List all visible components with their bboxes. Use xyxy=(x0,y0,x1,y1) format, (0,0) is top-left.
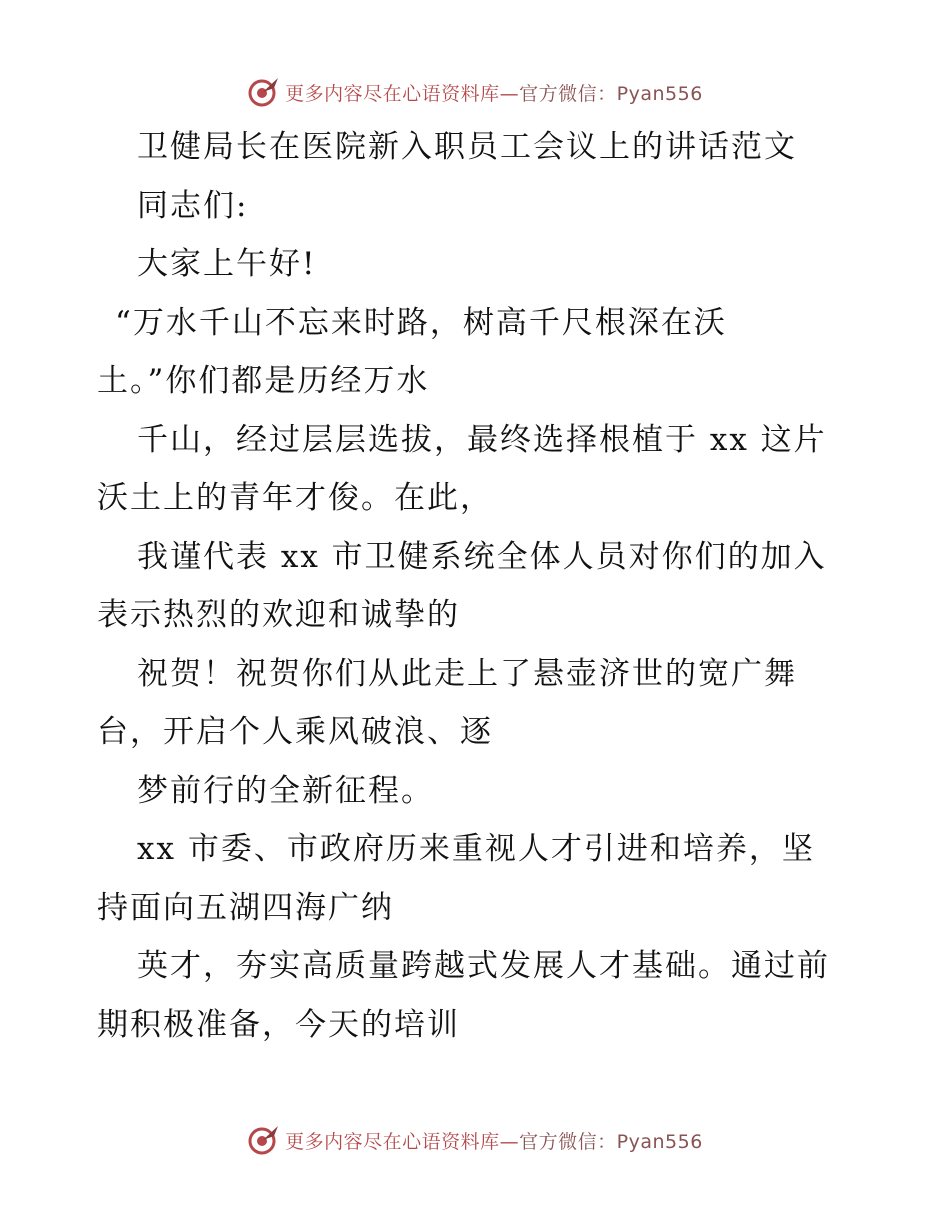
watermark-main: 更多内容尽在心语资料库 xyxy=(285,82,500,105)
document-line: 期积极准备，今天的培训 xyxy=(97,1006,460,1043)
document-line: 大家上午好! xyxy=(137,246,317,282)
document-line: xx 市委、市政府历来重视人才引进和培养，坚 xyxy=(137,831,815,867)
watermark-dash: — xyxy=(499,82,520,105)
quill-logo-icon xyxy=(247,75,281,109)
watermark-contact: 官方微信：Pyan556 xyxy=(519,82,703,105)
quill-logo-icon xyxy=(247,1123,281,1157)
document-line: 祝贺！祝贺你们从此走上了悬壶济世的宽广舞 xyxy=(137,655,797,692)
document-line: “万水千山不忘来时路，树高千尺根深在沃 xyxy=(115,304,727,341)
document-line: 台，开启个人乘风破浪、逐 xyxy=(97,714,493,750)
watermark-main: 更多内容尽在心语资料库 xyxy=(285,1130,500,1153)
document-line: 持面向五湖四海广纳 xyxy=(97,889,394,926)
document-line: 卫健局长在医院新入职员工会议上的讲话范文 xyxy=(137,129,797,165)
document-line: 表示热烈的欢迎和诚挚的 xyxy=(97,597,460,633)
document-line: 梦前行的全新征程。 xyxy=(137,772,434,809)
document-line: 英才，夯实高质量跨越式发展人才基础。通过前 xyxy=(137,948,830,984)
footer-watermark xyxy=(0,1120,950,1160)
document-line: 土。”你们都是历经万水 xyxy=(97,363,430,399)
header-watermark xyxy=(0,72,950,112)
document-line: 我谨代表 xx 市卫健系统全体人员对你们的加入 xyxy=(137,538,827,575)
document-line: 千山，经过层层选拔，最终选择根植于 xx 这片 xyxy=(137,421,827,458)
document-line: 同志们: xyxy=(137,187,249,224)
document-line: 沃土上的青年才俊。在此， xyxy=(97,480,493,516)
document-body xyxy=(97,118,877,1054)
watermark-contact: 官方微信：Pyan556 xyxy=(519,1130,703,1153)
watermark-dash: — xyxy=(499,1130,520,1153)
